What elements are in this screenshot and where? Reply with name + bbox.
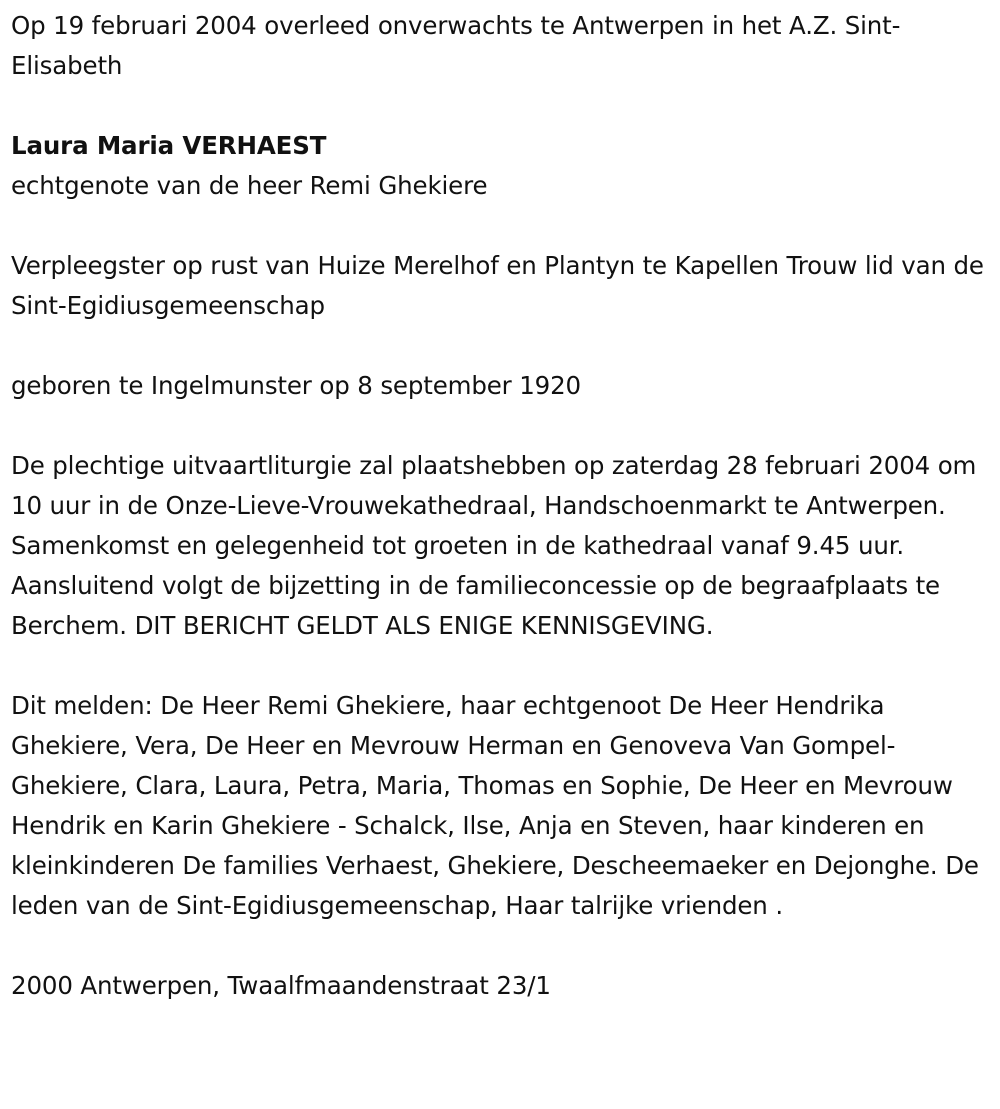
ceremony-text: De plechtige uitvaartliturgie zal plaatshebben op zaterdag 28 februari 2004 om 10 uur in de Onze-Lieve-Vrouwekathedraal, Handschoenmarkt te Antwerpen. Samenkomst en gelegenheid tot groeten in de kathedraal vanaf 9.45 uur. Aansluitend volgt de bijzetting in de familieconcessie op de begraafplaats te Berchem. DIT BERICHT GELDT ALS ENIGE KENNISGEVING. <box>11 451 977 640</box>
intro-text: Op 19 februari 2004 overleed onverwachts te Antwerpen in het A.Z. Sint-Elisabeth <box>11 11 901 80</box>
occupation-text: Verpleegster op rust van Huize Merelhof en Plantyn te Kapellen Trouw lid van de Sint-Egidiusgemeenschap <box>11 251 984 320</box>
birth-text: geboren te Ingelmunster op 8 september 1920 <box>11 371 581 400</box>
spouse-line: echtgenote van de heer Remi Ghekiere <box>11 171 488 200</box>
family-text: Dit melden: De Heer Remi Ghekiere, haar echtgenoot De Heer Hendrika Ghekiere, Vera, De Heer en Mevrouw Herman en Genoveva Van Gompel-Ghekiere, Clara, Laura, Petra, Maria, Thomas en Sophie, De Heer en Mevrouw Hendrik en Karin Ghekiere - Schalck, Ilse, Anja en Steven, haar kinderen en kleinkinderen De families Verhaest, Ghekiere, Descheemaeker en Dejonghe. De leden van de Sint-Egidiusgemeenschap, Haar talrijke vrienden . <box>11 691 979 920</box>
death-announcement <box>11 6 991 1006</box>
deceased-name: Laura Maria VERHAEST <box>11 131 327 160</box>
address-text: 2000 Antwerpen, Twaalfmaandenstraat 23/1 <box>11 971 551 1000</box>
